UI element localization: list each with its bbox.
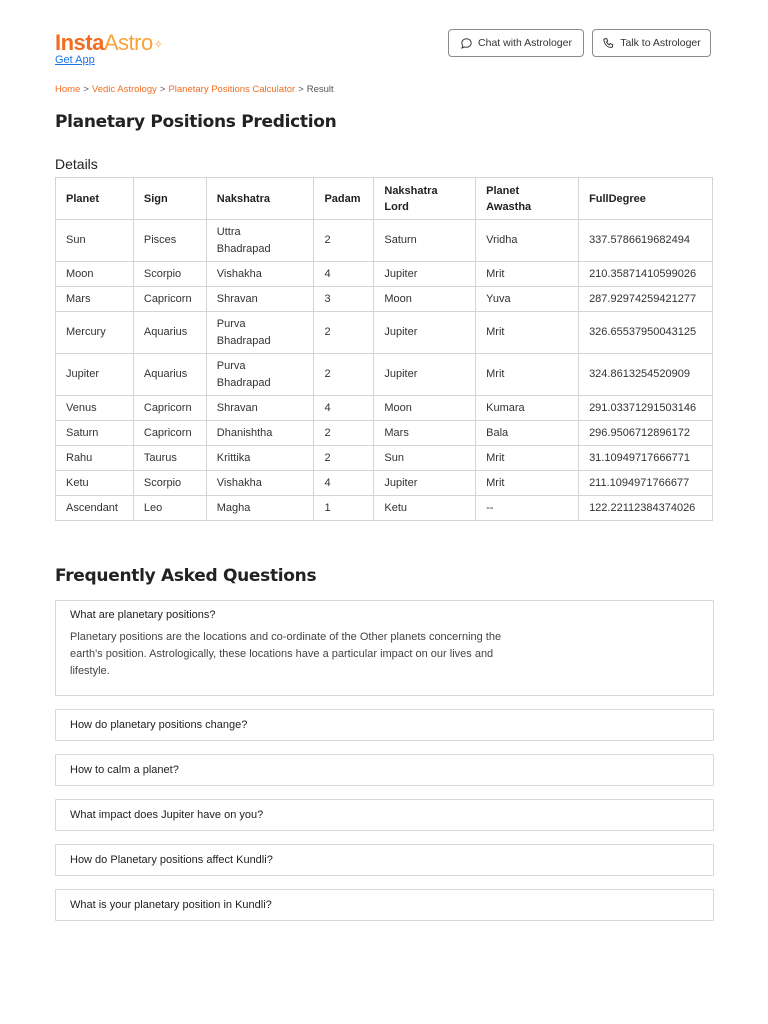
cell-padam: 4: [314, 471, 374, 496]
cell-nakshatra: Krittika: [206, 446, 314, 471]
cell-planet-awastha: --: [476, 496, 579, 521]
cell-planet-awastha: Bala: [476, 421, 579, 446]
cell-planet-awastha: Vridha: [476, 220, 579, 262]
cell-nakshatra: Dhanishtha: [206, 421, 314, 446]
chat-button-label: Chat with Astrologer: [478, 37, 572, 49]
cell-nakshatra: Shravan: [206, 396, 314, 421]
table-row: [56, 396, 713, 421]
cell-nakshatra: Purva Bhadrapad: [206, 354, 314, 396]
breadcrumb-separator: >: [298, 84, 304, 95]
logo-star-icon: ✧: [153, 39, 163, 51]
cell-nakshatra-lord: Mars: [374, 421, 476, 446]
breadcrumb: [55, 84, 334, 95]
table-row: [56, 220, 713, 262]
cell-planet-awastha: Yuva: [476, 287, 579, 312]
faq-item[interactable]: [55, 600, 714, 696]
planetary-positions-table: [55, 177, 713, 521]
faq-question[interactable]: How do Planetary positions affect Kundli?: [70, 854, 273, 866]
column-header-sign: Sign: [133, 178, 206, 220]
cell-sign: Capricorn: [133, 396, 206, 421]
cell-nakshatra-lord: Saturn: [374, 220, 476, 262]
logo-text-insta: Insta: [55, 30, 104, 55]
column-header-planet-awastha: Planet Awastha: [476, 178, 579, 220]
table-row: [56, 446, 713, 471]
cell-padam: 2: [314, 446, 374, 471]
cell-sign: Leo: [133, 496, 206, 521]
cell-planet: Moon: [56, 262, 134, 287]
cell-fulldegree: 210.35871410599026: [579, 262, 713, 287]
breadcrumb-current: Result: [306, 84, 334, 95]
column-header-nakshatra: Nakshatra: [206, 178, 314, 220]
cell-nakshatra-lord: Jupiter: [374, 471, 476, 496]
cell-sign: Pisces: [133, 220, 206, 262]
cell-planet-awastha: Kumara: [476, 396, 579, 421]
cell-padam: 4: [314, 262, 374, 287]
cell-planet: Rahu: [56, 446, 134, 471]
column-header-padam: Padam: [314, 178, 374, 220]
talk-button-label: Talk to Astrologer: [620, 37, 701, 49]
cell-planet: Ascendant: [56, 496, 134, 521]
cell-planet: Mercury: [56, 312, 134, 354]
cell-nakshatra-lord: Jupiter: [374, 262, 476, 287]
table-header-row: [56, 178, 713, 220]
cell-planet: Ketu: [56, 471, 134, 496]
faq-title: Frequently Asked Questions: [55, 566, 317, 586]
cell-padam: 4: [314, 396, 374, 421]
column-header-fulldegree: FullDegree: [579, 178, 713, 220]
cell-nakshatra: Magha: [206, 496, 314, 521]
chat-with-astrologer-button[interactable]: [448, 29, 584, 57]
cell-nakshatra: Vishakha: [206, 471, 314, 496]
table-row: [56, 421, 713, 446]
cell-planet-awastha: Mrit: [476, 354, 579, 396]
cell-fulldegree: 324.8613254520909: [579, 354, 713, 396]
cell-nakshatra: Uttra Bhadrapad: [206, 220, 314, 262]
column-header-nakshatra-lord: Nakshatra Lord: [374, 178, 476, 220]
cell-nakshatra-lord: Sun: [374, 446, 476, 471]
site-header: [0, 0, 768, 80]
cell-nakshatra-lord: Moon: [374, 396, 476, 421]
cell-planet-awastha: Mrit: [476, 471, 579, 496]
cell-planet-awastha: Mrit: [476, 446, 579, 471]
cell-fulldegree: 291.03371291503146: [579, 396, 713, 421]
table-row: [56, 471, 713, 496]
cell-sign: Taurus: [133, 446, 206, 471]
cell-planet: Saturn: [56, 421, 134, 446]
cell-padam: 2: [314, 312, 374, 354]
breadcrumb-home[interactable]: Home: [55, 84, 81, 95]
cell-sign: Scorpio: [133, 262, 206, 287]
faq-question[interactable]: What are planetary positions?: [70, 609, 216, 621]
table-row: [56, 287, 713, 312]
cell-fulldegree: 326.65537950043125: [579, 312, 713, 354]
faq-question[interactable]: How to calm a planet?: [70, 764, 179, 776]
table-row: [56, 262, 713, 287]
get-app-link[interactable]: Get App: [55, 54, 95, 66]
cell-nakshatra-lord: Jupiter: [374, 354, 476, 396]
cell-planet: Venus: [56, 396, 134, 421]
cell-nakshatra-lord: Moon: [374, 287, 476, 312]
faq-item[interactable]: [55, 754, 714, 786]
cell-sign: Capricorn: [133, 421, 206, 446]
cell-fulldegree: 337.5786619682494: [579, 220, 713, 262]
logo-text-astro: Astro: [103, 30, 153, 55]
breadcrumb-separator: >: [83, 84, 89, 95]
cell-fulldegree: 122.22112384374026: [579, 496, 713, 521]
cell-padam: 2: [314, 220, 374, 262]
faq-question[interactable]: What is your planetary position in Kundli?: [70, 899, 272, 911]
faq-question[interactable]: How do planetary positions change?: [70, 719, 248, 731]
cell-nakshatra: Purva Bhadrapad: [206, 312, 314, 354]
cell-sign: Capricorn: [133, 287, 206, 312]
breadcrumb-separator: >: [159, 84, 166, 95]
cell-sign: Aquarius: [133, 312, 206, 354]
page-title: Planetary Positions Prediction: [55, 112, 337, 132]
details-heading: Details: [55, 156, 98, 172]
cell-nakshatra-lord: Jupiter: [374, 312, 476, 354]
cell-nakshatra-lord: Ketu: [374, 496, 476, 521]
breadcrumb-planetary-positions-calculator[interactable]: Planetary Positions Calculator: [168, 84, 296, 95]
cell-fulldegree: 287.92974259421277: [579, 287, 713, 312]
faq-item[interactable]: [55, 709, 714, 741]
cell-planet: Mars: [56, 287, 134, 312]
cell-padam: 2: [314, 354, 374, 396]
cell-nakshatra: Vishakha: [206, 262, 314, 287]
faq-list: [55, 600, 714, 934]
breadcrumb-vedic-astrology[interactable]: Vedic Astrology: [91, 84, 157, 95]
cell-planet: Jupiter: [56, 354, 134, 396]
cell-nakshatra: Shravan: [206, 287, 314, 312]
cell-padam: 1: [314, 496, 374, 521]
cell-padam: 2: [314, 421, 374, 446]
table-row: [56, 312, 713, 354]
phone-icon: [602, 37, 615, 50]
talk-to-astrologer-button[interactable]: [592, 29, 711, 57]
faq-answer: Planetary positions are the locations and co-ordinate of the Other planets concerning the earth's position. Astrologically, these locations have a particular impact on our lives and lifestyle.: [70, 631, 502, 677]
cell-planet-awastha: Mrit: [476, 312, 579, 354]
table-body: [56, 220, 713, 521]
table-row: [56, 496, 713, 521]
cell-planet-awastha: Mrit: [476, 262, 579, 287]
cell-padam: 3: [314, 287, 374, 312]
faq-item[interactable]: [55, 799, 714, 831]
cell-planet: Sun: [56, 220, 134, 262]
cell-fulldegree: 296.9506712896172: [579, 421, 713, 446]
faq-item[interactable]: [55, 844, 714, 876]
faq-item[interactable]: [55, 889, 714, 921]
column-header-planet: Planet: [56, 178, 134, 220]
cell-fulldegree: 31.10949717666771: [579, 446, 713, 471]
chat-bubble-icon: [460, 37, 473, 50]
cell-sign: Scorpio: [133, 471, 206, 496]
cell-sign: Aquarius: [133, 354, 206, 396]
cell-fulldegree: 211.1094971766677: [579, 471, 713, 496]
table-row: [56, 354, 713, 396]
faq-question[interactable]: What impact does Jupiter have on you?: [70, 809, 264, 821]
